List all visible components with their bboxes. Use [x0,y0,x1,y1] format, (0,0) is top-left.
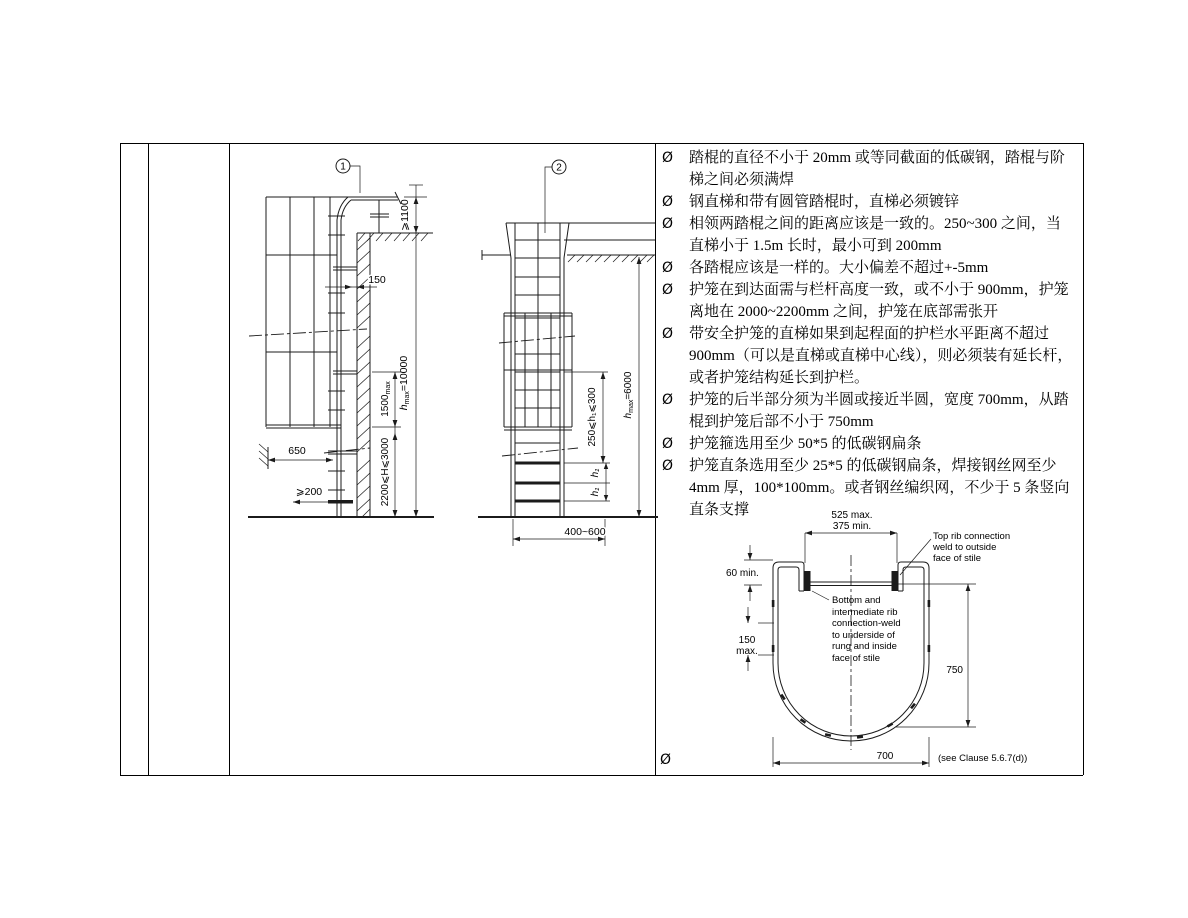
dim-hmax-10000: hmax=10000 [398,355,411,411]
floor-hatch [568,255,654,262]
note-item [655,191,1079,213]
note-item [655,257,1079,279]
rungs-1 [328,216,357,490]
note-text: 带安全护笼的直梯如果到起程面的护栏水平距离不超过 900mm（可以是直梯或直梯中心线），则必须装有延长杆，或者护笼结构延长到护栏。 [689,326,1073,386]
break-line-1 [249,329,367,336]
ladder-drawing-1 [248,159,434,517]
bottom-rib-label-5: rung and inside [832,641,897,652]
dim-375-min: 375 min. [832,521,872,532]
note-text: 各踏棍应该是一样的。大小偏差不超过+-5mm [689,260,989,276]
note-bullet: Ø [662,194,674,210]
bottom-rib-label-4: to underside of [832,630,895,641]
rung-thick-3 [515,500,560,503]
bottom-rib-label-2: intermediate rib [832,607,898,618]
bottom-rung [328,500,353,504]
table-border-right [1083,143,1084,775]
table-divider-1 [148,143,149,775]
note-text: 护笼直条选用至少 25*5 的低碳钢扁条，焊接钢丝网至少 4mm 厚，100*100mm。或者钢丝编织网，不少于 5 条竖向直条支撑 [689,458,1070,518]
right-stile-section [892,571,898,591]
note-item [655,279,1079,323]
dim-525-max: 525 max. [831,510,873,521]
cage-section-diagram [700,505,1083,775]
rung-thick-2 [515,482,560,485]
dim-h1-upper: h₁ [590,468,601,478]
bottom-rib-label-6: face of stile [832,653,881,664]
table-border-bottom [120,775,1083,776]
trailing-bullet: Ø [660,752,672,768]
dim-650: 650 [288,445,306,457]
top-rib-label-1: Top rib connection [933,531,1011,542]
note-text: 钢直梯和带有圆管踏棍时，直梯必须镀锌 [689,194,960,210]
note-bullet: Ø [662,392,674,408]
notes-list [655,147,1079,521]
rung-thick-1 [515,462,560,465]
dim-150: 150 [368,274,386,286]
note-bullet: Ø [662,282,674,298]
dim-1100: ⩾1100 [399,199,411,231]
table-border-left [120,143,121,775]
dim-750: 750 [946,665,963,676]
ladder-elevation-drawings [229,143,655,775]
note-text: 护笼箍选用至少 50*5 的低碳钢扁条 [689,436,922,452]
clause-reference: (see Clause 5.6.7(d)) [938,753,1028,764]
dim-150-max-unit: max. [736,646,758,657]
note-text: 踏棍的直径不小于 20mm 或等同截面的低碳钢，踏棍与阶梯之间必须满焊 [689,150,1065,188]
note-bullet: Ø [662,326,674,342]
dim-rung-spacing: 250⩽h₁⩽300 [587,387,598,447]
dim-hmax-6000: $h_{max}=6000$ [623,371,635,419]
note-bullet: Ø [662,260,674,276]
note-bullet: Ø [662,458,674,474]
bottom-rib-label-1: Bottom and [832,595,881,606]
top-rib-leader [900,539,931,575]
note-bullet: Ø [662,216,674,232]
dim-200: ⩾200 [295,486,323,498]
note-item [655,147,1079,191]
bottom-rib-label-3: connection-weld [832,618,901,629]
top-rib-label-2: weld to outside [933,542,997,553]
bottom-rib-leader [812,591,829,600]
ladder-drawing-2 [478,160,658,546]
note-item [655,433,1079,455]
note-text: 护笼的后半部分须为半圆或接近半圆，宽度 700mm，从踏棍到护笼后部不小于 750mm [689,392,1069,430]
anchor-hatch [259,444,268,466]
dim-2200-3000: 2200⩽H⩽3000 [380,437,391,507]
callout-1-leader [350,166,360,193]
dim-400-600: 400~600 [564,526,606,538]
dim-h1-lower: h₁ [590,487,601,497]
callout-2-number: 2 [556,162,562,174]
callout-1-number: 1 [340,161,346,173]
note-item [655,389,1079,433]
dim-1500max: $1500_{max}$ [380,381,392,417]
note-bullet: Ø [662,436,674,452]
note-text: 相领两踏棍之间的距离应该是一致的。250~300 之间，当直梯小于 1.5m 长时，最小可到 200mm [689,216,1061,254]
left-stile-section [805,571,811,591]
note-text: 护笼在到达面需与栏杆高度一致，或不小于 900mm，护笼离地在 2000~2200mm 之间，护笼在底部需张开 [689,282,1069,320]
note-bullet: Ø [662,150,674,166]
note-item [655,323,1079,389]
top-rib-label-3: face of stile [933,553,982,564]
dim-700: 700 [876,751,894,762]
break-line-4 [502,448,578,456]
dim-150-max-value: 150 [738,635,756,646]
dim-60-min: 60 min. [726,568,759,579]
note-item [655,213,1079,257]
